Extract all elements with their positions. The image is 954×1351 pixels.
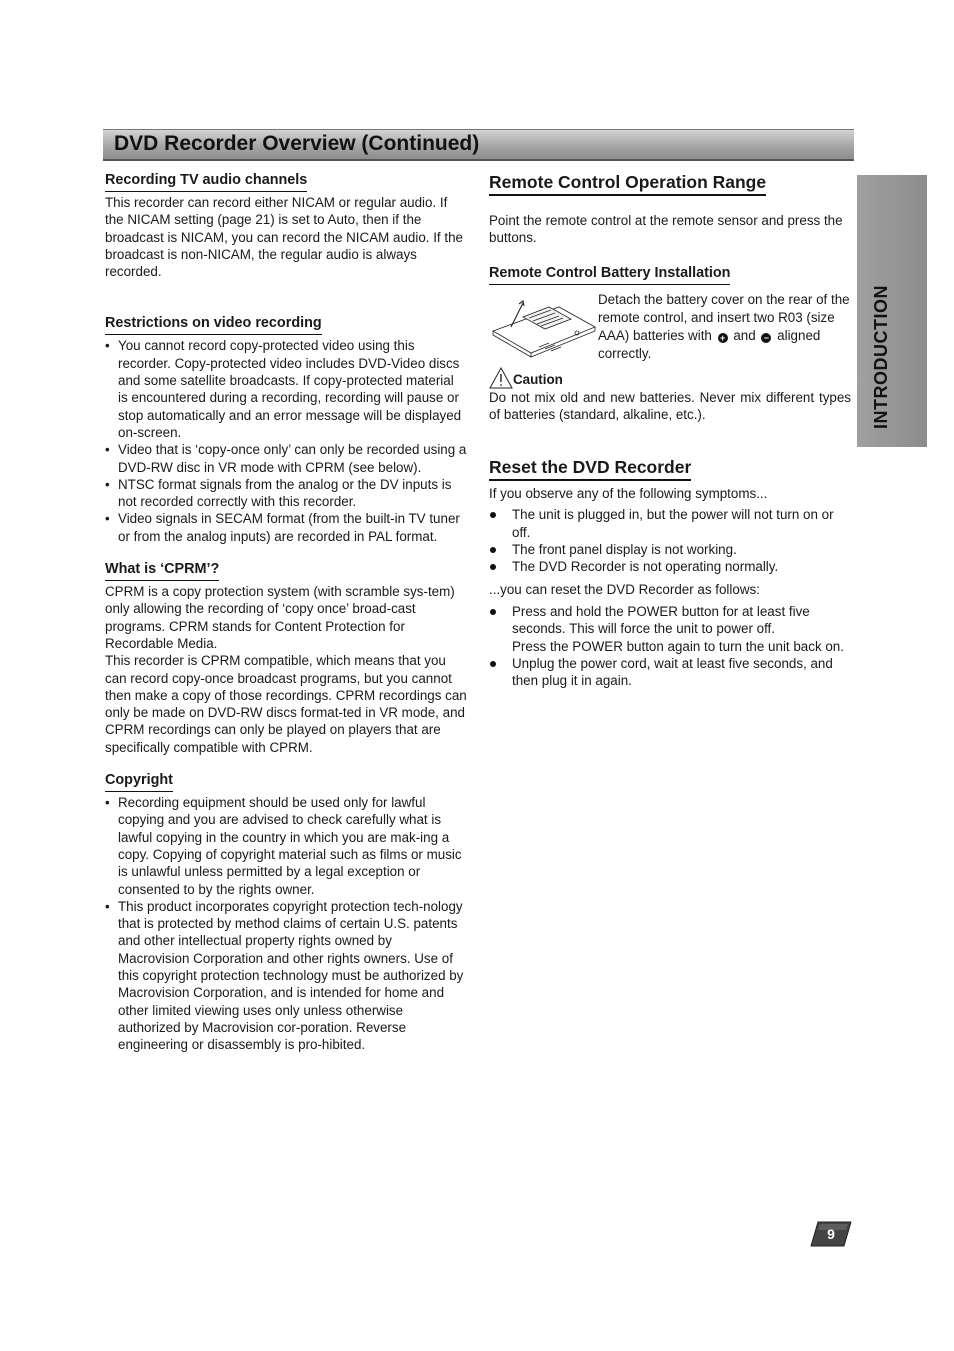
page-number: 9 bbox=[827, 1226, 835, 1242]
copyright-heading: Copyright bbox=[105, 771, 173, 792]
symptom-list bbox=[489, 506, 851, 575]
list-item: • NTSC format signals from the analog or the DV inputs is not recorded correctly with this recorder. bbox=[105, 476, 467, 511]
cprm-heading: What is ‘CPRM’? bbox=[105, 560, 219, 581]
list-item: Press and hold the POWER button for at least five seconds. This will force the unit to power off. Press the POWER button again to turn the unit back on. bbox=[489, 603, 851, 655]
section-title-bar bbox=[103, 129, 854, 161]
list-item: • Video that is ‘copy-once only’ can only be recorded using a DVD-RW disc in VR mode with CPRM (see below). bbox=[105, 441, 467, 476]
battery-section bbox=[489, 264, 851, 424]
copyright-list bbox=[105, 794, 467, 1053]
range-heading: Remote Control Operation Range bbox=[489, 171, 766, 196]
list-item: The unit is plugged in, but the power will not turn on or off. bbox=[489, 506, 851, 541]
battery-text-before: Detach the battery cover on the rear of the remote control, and insert two R03 (size AAA) batteries with bbox=[598, 291, 850, 343]
cprm-section bbox=[105, 560, 467, 756]
battery-heading: Remote Control Battery Installation bbox=[489, 264, 730, 285]
recording-tv-section bbox=[105, 171, 467, 280]
cprm-body: CPRM is a copy protection system (with scramble sys-tem) only allowing the recording of ‘copy once’ broad-cast programs. CPRM stands for Content Protection for Recordable Media. This recorder is CPRM compatible, which means that you can record copy-once broadcast programs, but you cannot then make a copy of those recordings. CPRM recordings can only be made on DVD-RW discs format-ted in VR mode, and CPRM recordings can only be played on players that are specifically compatible with CPRM. bbox=[105, 584, 467, 755]
page-number-badge bbox=[810, 1221, 852, 1247]
list-item: • This product incorporates copyright protection tech-nology that is protected by method claims of certain U.S. patents and other intellectual property rights owned by Macrovision Corporation and other rights owners. Use of this copyright protection technology must be authorized by Macrovision Corporation, and is intended for home and other limited viewing uses only unless otherwise authorized by Macrovision cor-poration. Reverse engineering or disassembly is pro-hibited. bbox=[105, 898, 467, 1054]
list-item: Unplug the power cord, wait at least five seconds, and then plug it in again. bbox=[489, 655, 851, 690]
list-item: • Video signals in SECAM format (from the built-in TV tuner or from the analog inputs) are recorded in PAL format. bbox=[105, 510, 467, 545]
warning-triangle-icon bbox=[489, 367, 513, 389]
restrictions-list bbox=[105, 337, 467, 545]
side-tab-introduction bbox=[857, 175, 927, 447]
caution-label: Caution bbox=[513, 372, 563, 388]
copyright-section bbox=[105, 771, 467, 1053]
recording-tv-heading: Recording TV audio channels bbox=[105, 171, 307, 192]
minus-icon: − bbox=[761, 333, 771, 343]
range-body: Point the remote control at the remote sensor and press the buttons. bbox=[489, 213, 843, 246]
range-section bbox=[489, 171, 851, 247]
reset-middle: ...you can reset the DVD Recorder as follows: bbox=[489, 581, 760, 597]
page-title: DVD Recorder Overview (Continued) bbox=[114, 132, 480, 155]
list-item: • Recording equipment should be used only for lawful copying and you are advised to check carefully what is lawful copying in the country in which you are mak-ing a copy. Copying of copyright material such as films or music is unlawful unless permitted by a legal exception or consented to by the rights owner. bbox=[105, 794, 467, 898]
recording-tv-body: This recorder can record either NICAM or regular audio. If the NICAM setting (page 21) is set to Auto, then if the broadcast is NICAM, you can record the NICAM audio. If the broadcast is non-NICAM, the regular audio is always recorded. bbox=[105, 195, 463, 280]
reset-section bbox=[489, 456, 851, 689]
restrictions-heading: Restrictions on video recording bbox=[105, 314, 322, 335]
reset-steps-list bbox=[489, 603, 851, 689]
remote-battery-illustration bbox=[489, 291, 598, 361]
list-item: The DVD Recorder is not operating normally. bbox=[489, 558, 851, 575]
caution-header bbox=[489, 367, 851, 389]
battery-text-and: and bbox=[733, 327, 756, 343]
left-column bbox=[105, 171, 467, 1053]
side-tab-label: INTRODUCTION bbox=[871, 285, 891, 429]
battery-text-after: aligned correctly. bbox=[598, 327, 821, 361]
list-item: The front panel display is not working. bbox=[489, 541, 851, 558]
reset-heading: Reset the DVD Recorder bbox=[489, 456, 691, 481]
list-item: • You cannot record copy-protected video using this recorder. Copy-protected video includes DVD-Video discs and some satellite broadcasts. If copy-protected material is encountered during a recording, recording will pause or stop automatically and an error message will be displayed on-screen. bbox=[105, 337, 467, 441]
battery-instructions bbox=[598, 291, 851, 363]
caution-text: Do not mix old and new batteries. Never mix different types of batteries (standard, alkaline, etc.). bbox=[489, 389, 851, 422]
restrictions-section bbox=[105, 314, 467, 545]
right-column bbox=[489, 171, 851, 689]
plus-icon: + bbox=[718, 333, 728, 343]
reset-intro: If you observe any of the following symptoms... bbox=[489, 486, 768, 502]
battery-row bbox=[489, 291, 851, 363]
